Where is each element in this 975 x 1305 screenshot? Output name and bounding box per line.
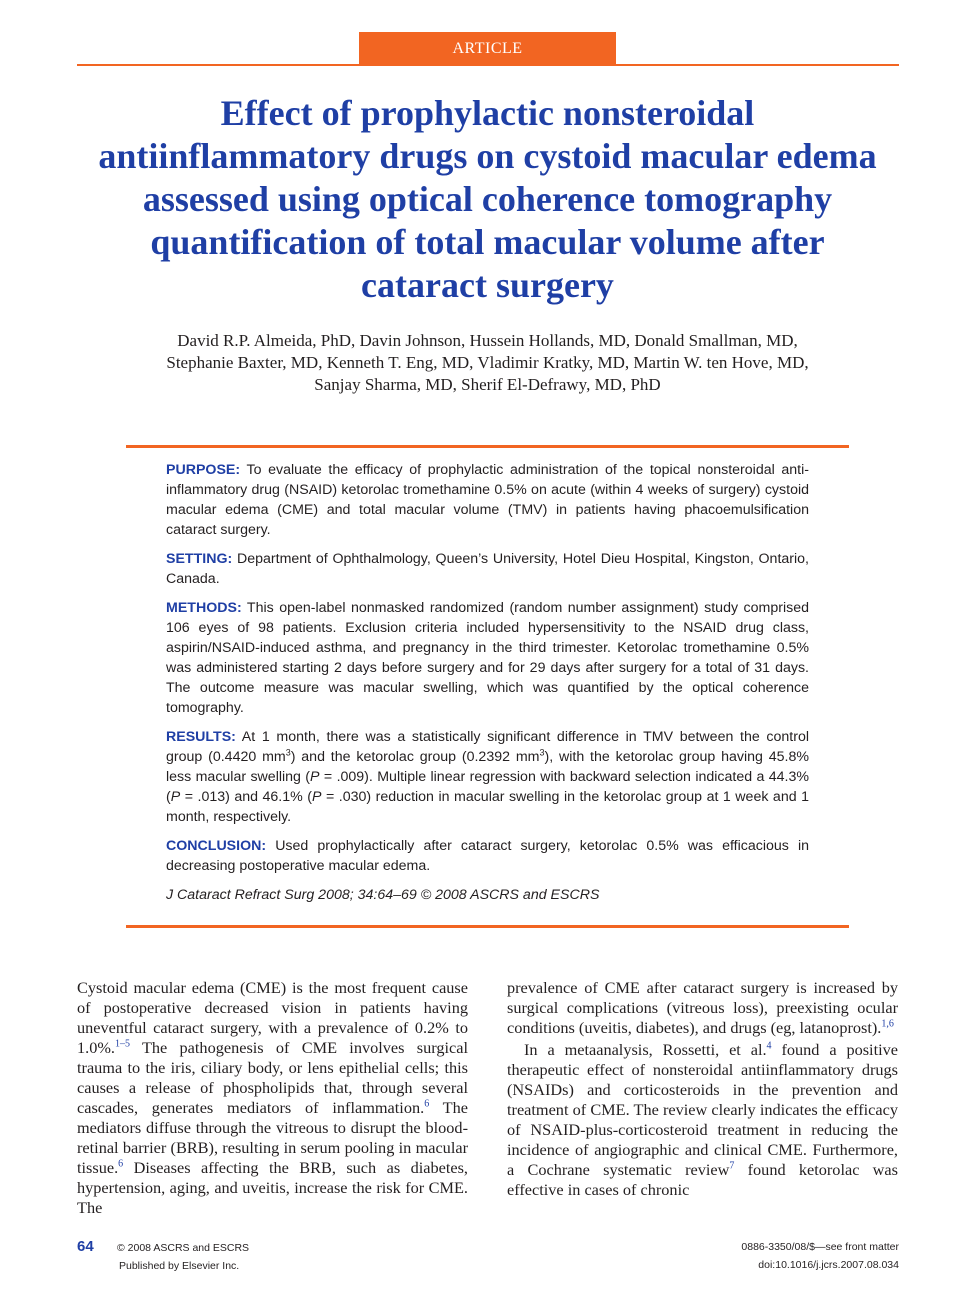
body-text: Diseases affecting the BRB, such as diabetes, hypertension, aging, and uveitis, increase the risk for CME. The bbox=[77, 1158, 468, 1217]
author-list bbox=[60, 330, 915, 396]
author-line: Stephanie Baxter, MD, Kenneth T. Eng, MD, Vladimir Kratky, MD, Martin W. ten Hove, MD, bbox=[166, 353, 809, 372]
abstract-setting bbox=[166, 549, 809, 589]
conclusion-text: Used prophylactically after cataract surgery, ketorolac 0.5% was efficacious in decreasing postoperative macular edema. bbox=[166, 838, 809, 874]
results-text: = .009). Multiple linear regression with backward selection indicated a 44.3% ( bbox=[166, 769, 809, 805]
results-text: At 1 month, there was a statistically significant difference in TMV between the control group (0.4420 mm bbox=[166, 729, 809, 765]
purpose-text: To evaluate the efficacy of prophylactic administration of the topical nonsteroidal anti-inflammatory drug (NSAID) ketorolac tromethamine 0.5% on acute (within 4 weeks of surgery) cystoid macular edema (CME) and total macular volume (TMV) in patients having phacoemulsification cataract surgery. bbox=[166, 462, 809, 538]
abstract-methods bbox=[166, 598, 809, 718]
setting-text: Department of Ophthalmology, Queen’s University, Hotel Dieu Hospital, Kingston, Ontario, Canada. bbox=[166, 551, 809, 587]
title-line: cataract surgery bbox=[361, 265, 614, 305]
body-text: In a metaanalysis, Rossetti, et al. bbox=[524, 1040, 767, 1059]
footer-left bbox=[77, 1238, 377, 1275]
body-text: found a positive therapeutic effect of nonsteroidal antiinflammatory drugs (NSAIDs) and corticosteroids in the prevention and treatment of CME. The review clearly indicates the efficacy of NSAID-plus-corticosteroid treatment in reducing the incidence of angiographic and clinical CME. Furthermore, a Cochrane systematic review bbox=[507, 1040, 898, 1179]
body-column-right bbox=[507, 978, 898, 1200]
publisher-text: Published by Elsevier Inc. bbox=[119, 1260, 240, 1272]
title-line: antiinflammatory drugs on cystoid macular edema bbox=[98, 136, 877, 176]
body-paragraph bbox=[507, 978, 898, 1038]
body-paragraph bbox=[77, 978, 468, 1218]
methods-text: This open-label nonmasked randomized (random number assignment) study comprised 106 eyes of 98 patients. Exclusion criteria included hypersensitivity to the NSAID drug class, aspirin/NSAID-induced asthma, and pregnancy in the third trimester. Ketorolac tromethamine 0.5% was administered starting 2 days before surgery and for 29 days after surgery for a total of 31 days. The outcome measure was macular swelling, which was quantified by the optical coherence tomography. bbox=[166, 600, 809, 716]
author-line: David R.P. Almeida, PhD, Davin Johnson, Hussein Hollands, MD, Donald Smallman, MD, bbox=[177, 331, 798, 350]
body-paragraph bbox=[507, 1040, 898, 1200]
abstract-purpose bbox=[166, 460, 809, 540]
header-rule bbox=[77, 64, 899, 66]
title-line: Effect of prophylactic nonsteroidal bbox=[220, 93, 755, 133]
body-text: Cystoid macular edema (CME) is the most frequent cause of postoperative decreased vision in patients having uneventful cataract surgery, with a prevalence of 0.2% to 1.0%. bbox=[77, 978, 468, 1057]
superscript: 3 bbox=[539, 747, 545, 758]
article-title bbox=[60, 92, 915, 307]
results-text: = .030) reduction in macular swelling in the ketorolac group at 1 week and 1 month, respectively. bbox=[166, 789, 809, 825]
reference-link[interactable]: 6 bbox=[118, 1158, 124, 1170]
issn-text: 0886-3350/08/$—see front matter bbox=[741, 1241, 899, 1253]
body-text: The mediators diffuse through the vitreous to disrupt the blood-retinal barrier (BRB), resulting in serum pooling in macular tissue. bbox=[77, 1098, 468, 1177]
p-symbol: P bbox=[170, 789, 181, 805]
results-text: ) and the ketorolac group (0.2392 mm bbox=[290, 749, 540, 765]
reference-link[interactable]: 4 bbox=[766, 1040, 772, 1052]
abstract-conclusion bbox=[166, 836, 809, 876]
p-symbol: P bbox=[311, 789, 322, 805]
title-line: quantification of total macular volume after bbox=[150, 222, 825, 262]
copyright-text: © 2008 ASCRS and ESCRS bbox=[117, 1242, 250, 1254]
page-number: 64 bbox=[77, 1238, 94, 1255]
author-line: Sanjay Sharma, MD, Sherif El-Defrawy, MD, PhD bbox=[314, 375, 661, 394]
footer-right bbox=[600, 1238, 899, 1274]
results-label: RESULTS: bbox=[166, 729, 236, 745]
p-symbol: P bbox=[310, 769, 320, 785]
title-line: assessed using optical coherence tomography bbox=[142, 179, 833, 219]
body-column-left bbox=[77, 978, 468, 1218]
results-text: = .013) and 46.1% ( bbox=[180, 789, 312, 805]
results-text: ), with the ketorolac group having 45.8% less macular swelling ( bbox=[166, 749, 809, 785]
body-text: prevalence of CME after cataract surgery is increased by surgical complications (vitreous loss), preexisting ocular conditions (uveitis, diabetes), and drugs (eg, latanoprost). bbox=[507, 978, 898, 1037]
methods-label: METHODS: bbox=[166, 600, 242, 616]
journal-citation: J Cataract Refract Surg 2008; 34:64–69 © 2008 ASCRS and ESCRS bbox=[166, 887, 600, 903]
setting-label: SETTING: bbox=[166, 551, 233, 567]
conclusion-label: CONCLUSION: bbox=[166, 838, 267, 854]
reference-link[interactable]: 1,6 bbox=[881, 1018, 894, 1030]
abstract bbox=[166, 460, 809, 914]
purpose-label: PURPOSE: bbox=[166, 462, 241, 478]
reference-link[interactable]: 6 bbox=[424, 1098, 430, 1110]
reference-link[interactable]: 7 bbox=[729, 1160, 735, 1172]
abstract-top-rule bbox=[126, 445, 849, 448]
body-text: The pathogenesis of CME involves surgical trauma to the iris, ciliary body, or lens epithelial cells; this causes a release of phospholipids that, through several cascades, generates mediators of inflammation. bbox=[77, 1038, 468, 1117]
doi-link[interactable]: doi:10.1016/j.jcrs.2007.08.034 bbox=[758, 1259, 899, 1271]
article-type-tab: ARTICLE bbox=[359, 32, 616, 65]
abstract-results bbox=[166, 727, 809, 827]
body-text: found ketorolac was effective in cases of chronic bbox=[507, 1160, 898, 1199]
superscript: 3 bbox=[285, 747, 291, 758]
abstract-bottom-rule bbox=[126, 925, 849, 928]
reference-link[interactable]: 1–5 bbox=[114, 1038, 130, 1050]
